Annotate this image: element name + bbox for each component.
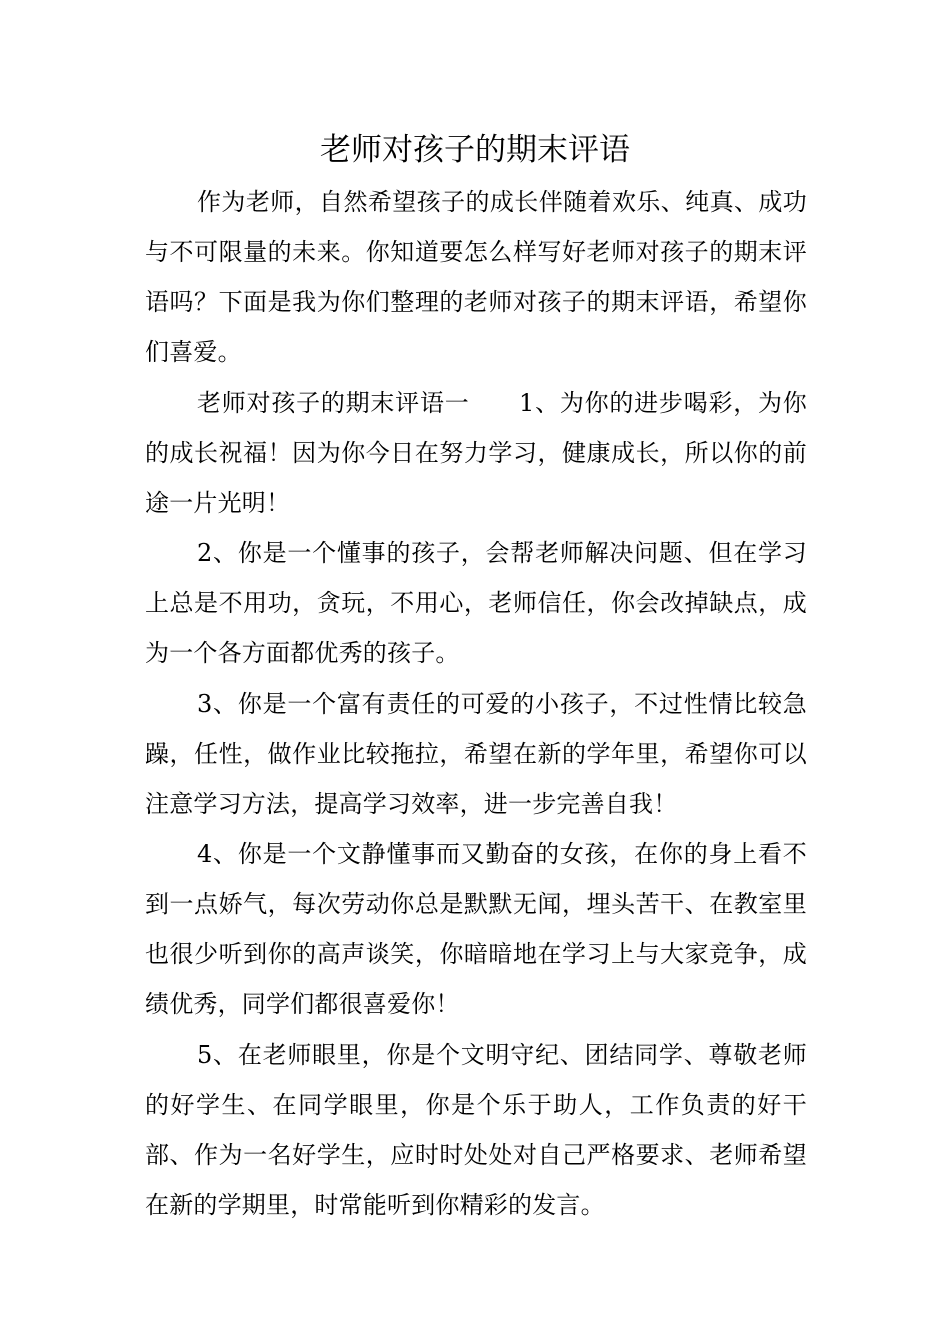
- paragraph-comment-1: 老师对孩子的期末评语一 1、为你的进步喝彩，为你的成长祝福！因为你今日在努力学习，健康成长，所以你的前途一片光明！: [145, 388, 807, 517]
- paragraph-comment-5: 5、在老师眼里，你是个文明守纪、团结同学、尊敬老师的好学生、在同学眼里，你是个乐于助人，工作负责的好干部、作为一名好学生，应时时处处对自己严格要求、老师希望在新的学期里，时常能听到你精彩的发言。: [145, 1040, 807, 1219]
- document-body: [145, 177, 807, 1230]
- paragraph-intro: 作为老师，自然希望孩子的成长伴随着欢乐、纯真、成功与不可限量的未来。你知道要怎么样写好老师对孩子的期末评语吗？下面是我为你们整理的老师对孩子的期末评语，希望你们喜爱。: [145, 188, 807, 366]
- paragraph-comment-4: 4、你是一个文静懂事而又勤奋的女孩，在你的身上看不到一点娇气，每次劳动你总是默默无闻，埋头苦干、在教室里也很少听到你的高声谈笑，你暗暗地在学习上与大家竞争，成绩优秀，同学们都很喜爱你！: [145, 840, 807, 1018]
- document-title: 老师对孩子的期末评语: [320, 132, 630, 168]
- paragraph-comment-2: 2、你是一个懂事的孩子，会帮老师解决问题、但在学习上总是不用功，贪玩，不用心，老师信任，你会改掉缺点，成为一个各方面都优秀的孩子。: [145, 539, 807, 667]
- paragraph-comment-3: 3、你是一个富有责任的可爱的小孩子，不过性情比较急躁，任性，做作业比较拖拉，希望在新的学年里，希望你可以注意学习方法，提高学习效率，进一步完善自我！: [145, 689, 807, 818]
